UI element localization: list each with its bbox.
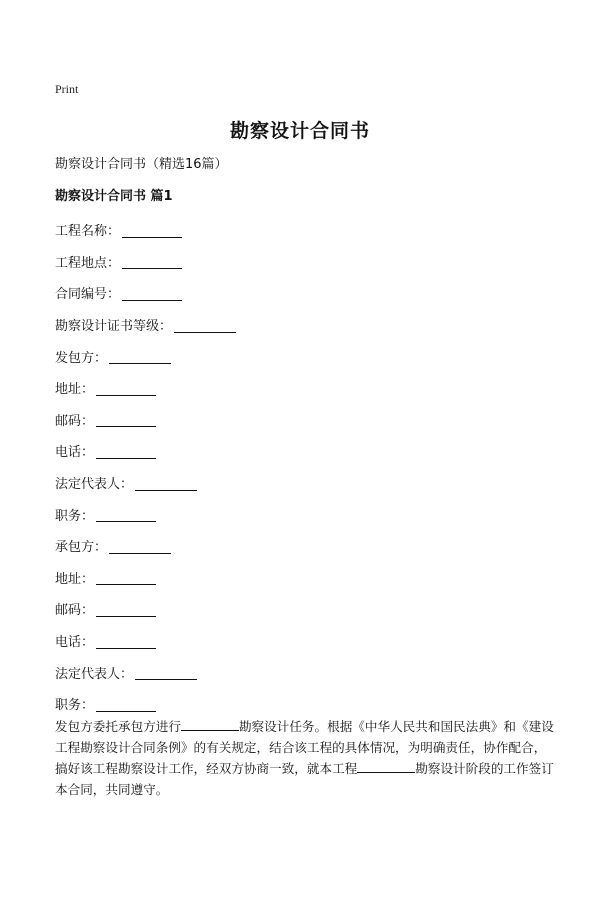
blank-line [109,348,171,364]
blank-line [96,696,156,712]
field-label: 职务： [55,508,95,524]
paragraph-part-2: 勘察设计任务。根据《中华人民共和国民法典》和《建设工程勘察设计合同条例》的有关规定，结合该工程的具体情况，为明确责任，协作配合，搞好该工程勘察设计工作，经双方协商一致，就本工程 [55,719,554,776]
field-label: 法定代表人： [55,666,134,682]
field-label: 法定代表人： [55,477,134,493]
blank-line [109,538,171,554]
field-label: 发包方： [55,350,108,366]
blank-line [174,317,236,333]
field-client-legal-rep [55,467,236,499]
field-label: 合同编号： [55,287,121,303]
field-contractor-address [55,562,236,594]
blank-line [96,506,156,522]
field-contractor-position [55,688,236,720]
document-subtitle: 勘察设计合同书（精选16篇） [55,157,228,172]
field-client [55,340,236,372]
blank-line [135,664,197,680]
field-label: 邮码： [55,413,95,429]
field-label: 工程地点： [55,255,121,271]
blank-line [96,569,156,585]
field-label: 职务： [55,698,95,714]
blank-line [122,253,182,269]
field-client-address [55,372,236,404]
field-label: 地址： [55,571,95,587]
blank-line [96,380,156,396]
field-label: 承包方： [55,540,108,556]
blank-line [357,758,415,773]
field-label: 地址： [55,382,95,398]
field-label: 勘察设计证书等级： [55,319,173,335]
field-client-phone [55,435,236,467]
section-heading: 勘察设计合同书 篇1 [55,189,173,204]
field-client-position [55,498,236,530]
field-project-name [55,214,236,246]
print-label[interactable]: Print [55,82,79,96]
field-contract-number [55,277,236,309]
page-title: 勘察设计合同书 [229,120,370,142]
field-label: 工程名称： [55,224,121,240]
field-label: 电话： [55,445,95,461]
blank-line [122,222,182,238]
field-label: 电话： [55,635,95,651]
field-contractor-phone [55,625,236,657]
blank-line [96,633,156,649]
field-contractor-postcode [55,593,236,625]
blank-line [96,443,156,459]
contract-paragraph [55,716,555,800]
blank-line [96,601,156,617]
field-contractor-legal-rep [55,656,236,688]
field-project-location [55,246,236,278]
blank-line [122,285,182,301]
blank-line [181,716,239,731]
paragraph-part-1: 发包方委托承包方进行 [55,719,181,734]
blank-line [135,475,197,491]
field-certificate-grade [55,309,236,341]
field-label: 邮码： [55,603,95,619]
contract-fields [55,214,236,720]
paragraph-part-3: 勘察设计阶段的工作签订本合同，共同遵守。 [55,761,554,797]
field-contractor [55,530,236,562]
blank-line [96,411,156,427]
field-client-postcode [55,404,236,436]
